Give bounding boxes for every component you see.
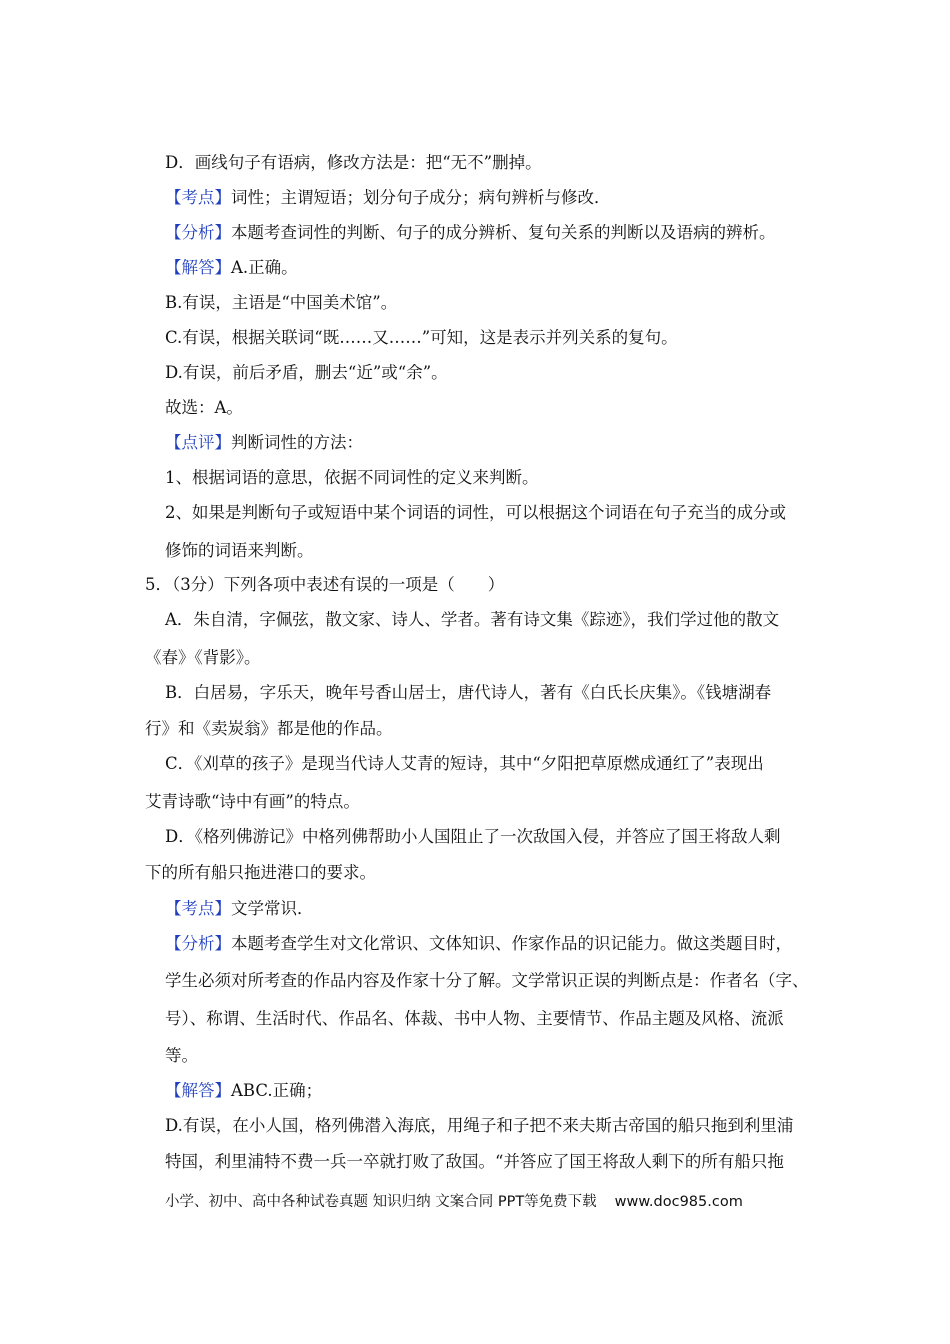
q4-dianping bbox=[165, 432, 363, 454]
q5-option-d-2: 下的所有船只拖进港口的要求。 bbox=[145, 863, 376, 882]
fenxi-tag: 【分析】 bbox=[165, 223, 231, 242]
kaodian-tag: 【考点】 bbox=[165, 899, 231, 918]
footer-url[interactable]: www.doc985.com bbox=[614, 1194, 743, 1210]
q4-jieda bbox=[165, 257, 298, 279]
q4-choice: 故选：A。 bbox=[165, 398, 243, 417]
q5-kaodian bbox=[165, 898, 314, 920]
q4-option-d: D．画线句子有语病，修改方法是：把“无不”删掉。 bbox=[165, 153, 542, 172]
page-footer bbox=[165, 1190, 743, 1211]
kaodian-text: 文学常识． bbox=[231, 899, 314, 918]
q5-option-b-2: 行》和《卖炭翁》都是他的作品。 bbox=[145, 719, 393, 738]
q4-method-1: 1、根据词语的意思，依据不同词性的定义来判断。 bbox=[165, 468, 539, 487]
q5-option-a-2: 《春》《背影》。 bbox=[145, 648, 261, 667]
jieda-tag: 【解答】 bbox=[165, 1081, 231, 1100]
q4-fenxi bbox=[165, 222, 776, 244]
fenxi-text: 本题考查词性的判断、句子的成分辨析、复句关系的判断以及语病的辨析。 bbox=[231, 223, 776, 242]
jieda-tag: 【解答】 bbox=[165, 258, 231, 277]
jieda-text: A.正确。 bbox=[231, 258, 298, 277]
kaodian-tag: 【考点】 bbox=[165, 188, 231, 207]
q5-stem: 5．（3分）下列各项中表述有误的一项是（ ） bbox=[145, 575, 505, 594]
q4-answer-b: B.有误，主语是“中国美术馆”。 bbox=[165, 293, 398, 312]
q4-method-2b: 修饰的词语来判断。 bbox=[165, 541, 314, 560]
q5-answer-d-1: D.有误，在小人国，格列佛潜入海底，用绳子和子把不来夫斯古帝国的船只拖到利里浦 bbox=[165, 1116, 794, 1135]
dianping-tag: 【点评】 bbox=[165, 433, 231, 452]
q4-kaodian bbox=[165, 187, 611, 209]
q5-answer-d-2: 特国，利里浦特不费一兵一卒就打败了敌国。“并答应了国王将敌人剩下的所有船只拖 bbox=[165, 1152, 784, 1171]
q5-option-c-1: C．《刈草的孩子》是现当代诗人艾青的短诗，其中“夕阳把草原燃成通红了”表现出 bbox=[165, 754, 764, 773]
fenxi-text: 本题考查学生对文化常识、文体知识、作家作品的识记能力。做这类题目时， bbox=[231, 934, 792, 953]
q5-fenxi-2: 学生必须对所考查的作品内容及作家十分了解。文学常识正误的判断点是：作者名（字、 bbox=[165, 971, 809, 990]
q5-option-b-1: B．白居易，字乐天，晚年号香山居士，唐代诗人，著有《白氏长庆集》。《钱塘湖春 bbox=[165, 683, 772, 702]
q5-fenxi-3: 号）、称谓、生活时代、作品名、体裁、书中人物、主要情节、作品主题及风格、流派 bbox=[165, 1009, 784, 1028]
kaodian-text: 词性；主谓短语；划分句子成分；病句辨析与修改． bbox=[231, 188, 611, 207]
q5-fenxi bbox=[165, 933, 792, 955]
q4-answer-d: D.有误，前后矛盾，删去“近”或“余”。 bbox=[165, 363, 448, 382]
fenxi-tag: 【分析】 bbox=[165, 934, 231, 953]
q4-answer-c: C.有误，根据关联词“既……又……”可知，这是表示并列关系的复句。 bbox=[165, 328, 678, 347]
q5-fenxi-4: 等。 bbox=[165, 1046, 198, 1065]
footer-text: 小学、初中、高中各种试卷真题 知识归纳 文案合同 PPT等免费下载 bbox=[165, 1194, 597, 1210]
q5-option-c-2: 艾青诗歌“诗中有画”的特点。 bbox=[145, 792, 360, 811]
q4-method-2a: 2、如果是判断句子或短语中某个词语的词性，可以根据这个词语在句子充当的成分或 bbox=[165, 503, 786, 522]
q5-option-d-1: D．《格列佛游记》中格列佛帮助小人国阻止了一次敌国入侵，并答应了国王将敌人剩 bbox=[165, 827, 781, 846]
dianping-text: 判断词性的方法： bbox=[231, 433, 363, 452]
q5-jieda bbox=[165, 1080, 322, 1102]
q5-option-a-1: A．朱自清，字佩弦，散文家、诗人、学者。著有诗文集《踪迹》，我们学过他的散文 bbox=[165, 610, 780, 629]
jieda-text: ABC.正确； bbox=[231, 1081, 323, 1100]
